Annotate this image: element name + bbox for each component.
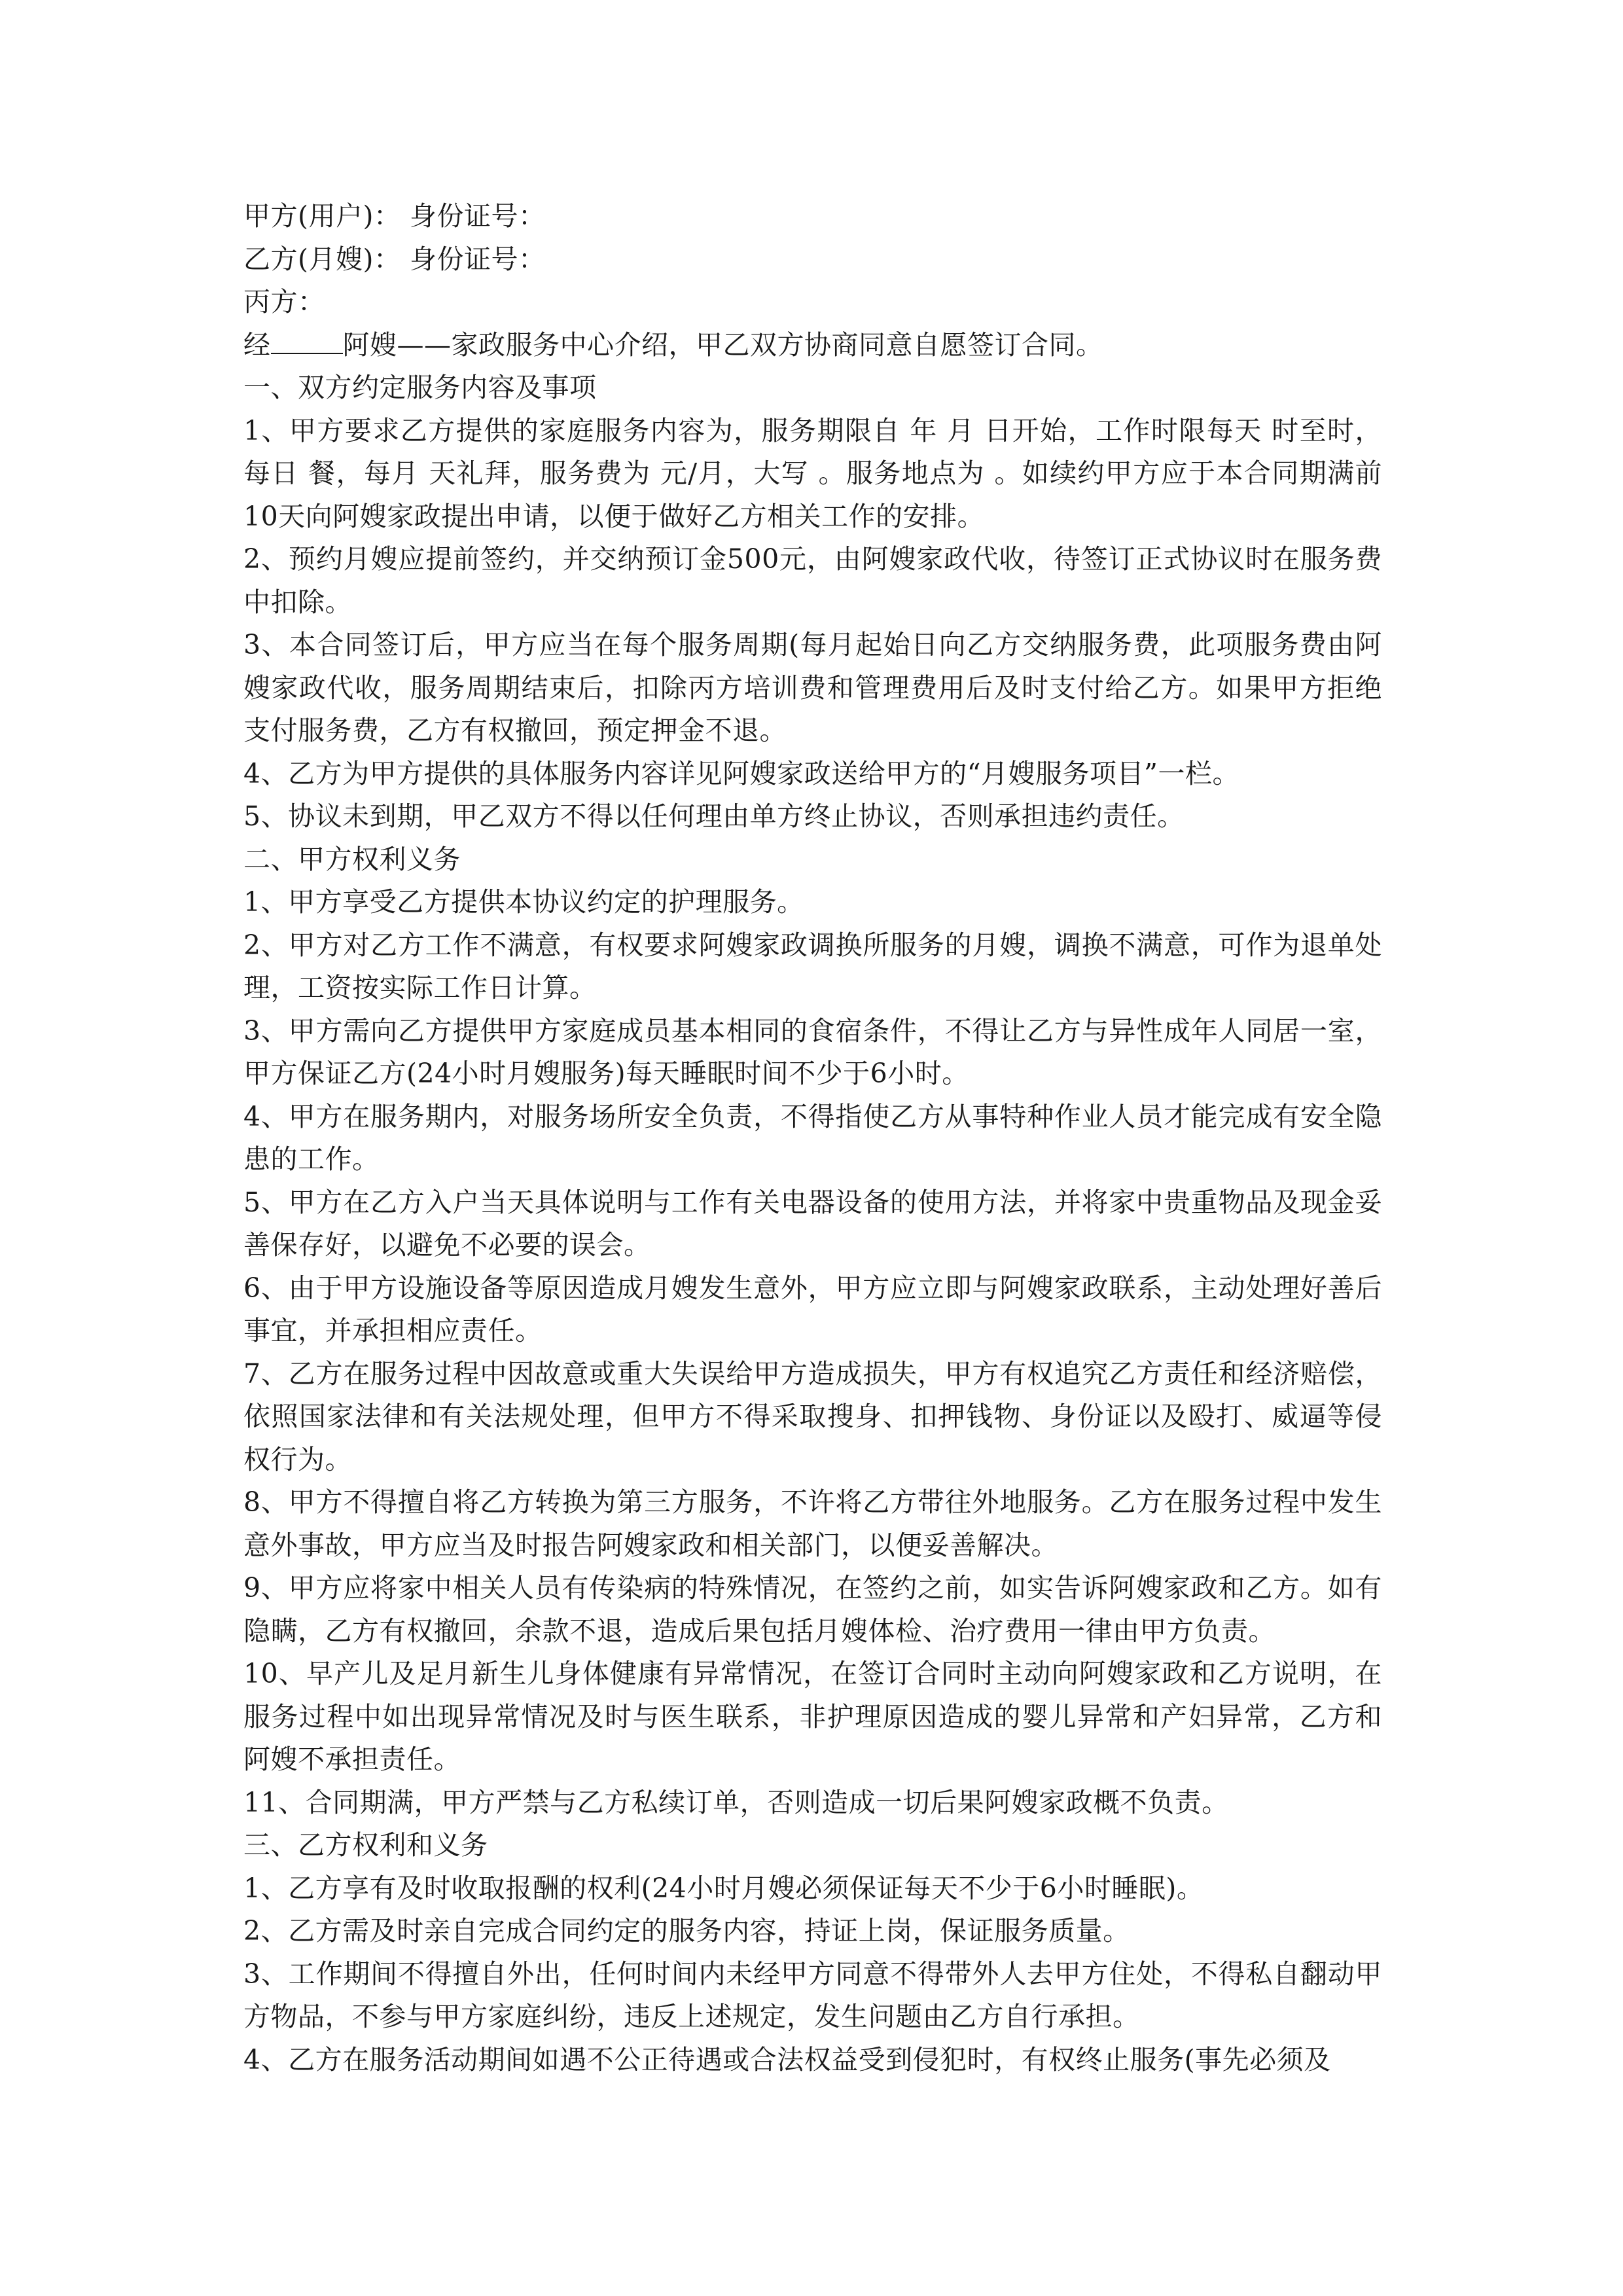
- clause: 10、早产儿及足月新生儿身体健康有异常情况，在签订合同时主动向阿嫂家政和乙方说明，在服务过程中如出现异常情况及时与医生联系，非护理原因造成的婴儿异常和产妇异常，乙方和阿嫂不承担责任。: [243, 1658, 1382, 1775]
- clause: 6、由于甲方设施设备等原因造成月嫂发生意外，甲方应立即与阿嫂家政联系，主动处理好善后事宜，并承担相应责任。: [243, 1272, 1382, 1346]
- intro-prefix: 经: [243, 329, 271, 361]
- clause: 3、甲方需向乙方提供甲方家庭成员基本相同的食宿条件，不得让乙方与异性成年人同居一室，甲方保证乙方(24小时月嫂服务)每天睡眠时间不少于6小时。: [243, 1014, 1382, 1089]
- party-c-line: 丙方：: [243, 286, 325, 317]
- clause: 3、本合同签订后，甲方应当在每个服务周期(每月起始日向乙方交纳服务费，此项服务费由阿嫂家政代收，服务周期结束后，扣除丙方培训费和管理费用后及时支付给乙方。如果甲方拒绝支付服务费，乙方有权撤回，预定押金不退。: [243, 629, 1382, 746]
- blank-underline: [271, 331, 343, 354]
- clause: 1、甲方享受乙方提供本协议约定的护理服务。: [243, 886, 804, 918]
- clause: 1、甲方要求乙方提供的家庭服务内容为，服务期限自 年 月 日开始，工作时限每天 时至时，每日 餐，每月 天礼拜，服务费为 元/月，大写 。服务地点为 。如续约甲方应于本合同期满前10天向阿嫂家政提出申请，以便于做好乙方相关工作的安排。: [243, 414, 1382, 532]
- clause: 2、甲方对乙方工作不满意，有权要求阿嫂家政调换所服务的月嫂，调换不满意，可作为退单处理，工资按实际工作日计算。: [243, 929, 1382, 1003]
- party-b-line: 乙方(月嫂)： 身份证号：: [243, 243, 546, 275]
- contract-body: [243, 195, 1382, 2081]
- clause: 5、甲方在乙方入户当天具体说明与工作有关电器设备的使用方法，并将家中贵重物品及现金妥善保存好，以避免不必要的误会。: [243, 1186, 1382, 1261]
- clause: 9、甲方应将家中相关人员有传染病的特殊情况，在签约之前，如实告诉阿嫂家政和乙方。如有隐瞒，乙方有权撤回，余款不退，造成后果包括月嫂体检、治疗费用一律由甲方负责。: [243, 1572, 1382, 1647]
- clause: 3、工作期间不得擅自外出，任何时间内未经甲方同意不得带外人去甲方住处，不得私自翻动甲方物品，不参与甲方家庭纠纷，违反上述规定，发生问题由乙方自行承担。: [243, 1958, 1382, 2032]
- section-heading: 三、乙方权利和义务: [243, 1829, 488, 1861]
- clause: 11、合同期满，甲方严禁与乙方私续订单，否则造成一切后果阿嫂家政概不负责。: [243, 1786, 1229, 1818]
- clause: 2、预约月嫂应提前签约，并交纳预订金500元，由阿嫂家政代收，待签订正式协议时在服务费中扣除。: [243, 543, 1382, 618]
- section-heading: 一、双方约定服务内容及事项: [243, 372, 597, 403]
- section-heading: 二、甲方权利义务: [243, 843, 461, 875]
- clause: 1、乙方享有及时收取报酬的权利(24小时月嫂必须保证每天不少于6小时睡眠)。: [243, 1872, 1204, 1904]
- party-a-line: 甲方(用户)： 身份证号：: [243, 200, 546, 232]
- clause: 4、甲方在服务期内，对服务场所安全负责，不得指使乙方从事特种作业人员才能完成有安全隐患的工作。: [243, 1100, 1382, 1175]
- clause: 2、乙方需及时亲自完成合同约定的服务内容，持证上岗，保证服务质量。: [243, 1915, 1130, 1946]
- clause: 4、乙方为甲方提供的具体服务内容详见阿嫂家政送给甲方的“月嫂服务项目”一栏。: [243, 757, 1240, 789]
- clause: 7、乙方在服务过程中因故意或重大失误给甲方造成损失，甲方有权追究乙方责任和经济赔偿，依照国家法律和有关法规处理，但甲方不得采取搜身、扣押钱物、身份证以及殴打、威逼等侵权行为。: [243, 1357, 1382, 1475]
- clause: 4、乙方在服务活动期间如遇不公正待遇或合法权益受到侵犯时，有权终止服务(事先必须及: [243, 2043, 1331, 2075]
- intro-line: [243, 324, 1382, 367]
- clause: 8、甲方不得擅自将乙方转换为第三方服务，不许将乙方带往外地服务。乙方在服务过程中发生意外事故，甲方应当及时报告阿嫂家政和相关部门，以便妥善解决。: [243, 1486, 1382, 1561]
- clause: 5、协议未到期，甲乙双方不得以任何理由单方终止协议，否则承担违约责任。: [243, 800, 1185, 832]
- intro-rest: 阿嫂——家政服务中心介绍，甲乙双方协商同意自愿签订合同。: [342, 329, 1103, 361]
